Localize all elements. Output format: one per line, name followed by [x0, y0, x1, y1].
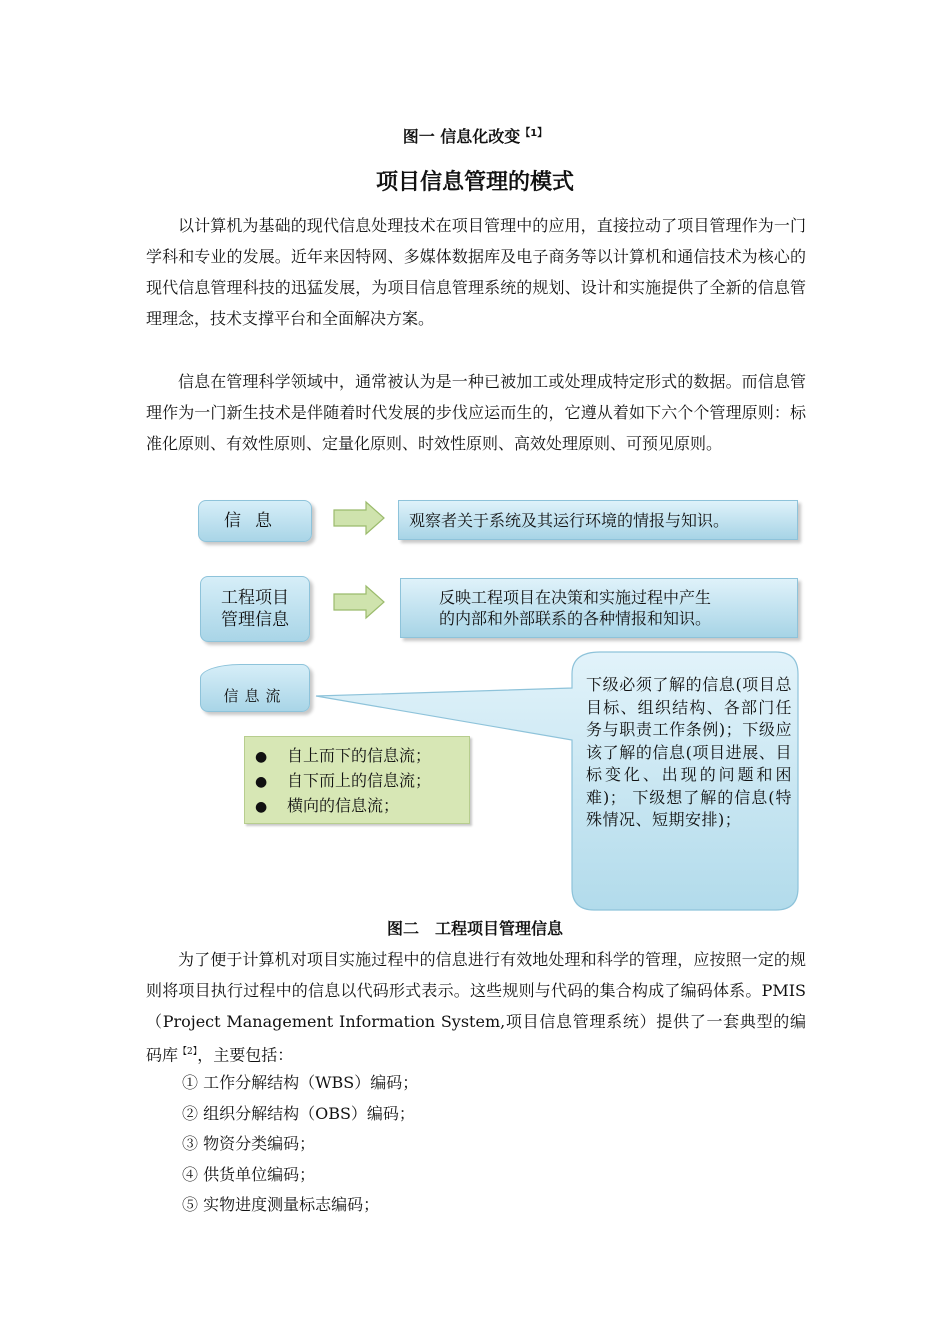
flow-item-text: 自上而下的信息流； [287, 746, 432, 765]
list-item: ① 工作分解结构（WBS）编码； [182, 1073, 419, 1092]
eng-def-line1: 反映工程项目在决策和实施过程中产生 [439, 588, 712, 607]
section-title: 项目信息管理的模式 [375, 170, 574, 195]
eng-def-line2: 的内部和外部联系的各种情报和知识。 [439, 609, 712, 628]
eng-label-line1: 工程项目 [221, 588, 289, 608]
bullet-icon: ● [255, 749, 268, 765]
figure1-caption [0, 124, 950, 147]
paragraph-3-reference: 【2】 [178, 1047, 198, 1057]
coding-list [182, 1068, 418, 1221]
list-item [255, 744, 469, 769]
info-label-box: 信息 [198, 500, 312, 542]
paragraph-2: 信息在管理科学领域中，通常被认为是一种已被加工或处理成特定形式的数据。而信息管理作为一门新生技术是伴随着时代发展的步伐应运而生的，它遵从着如下六个个管理原则：标准化原则、有效性原则、定量化原则、时效性原则、高效处理原则、可预见原则。 [146, 372, 806, 453]
flow-item-text: 横向的信息流； [287, 796, 400, 815]
arrow-right-icon [332, 500, 386, 536]
list-item: ③ 物资分类编码； [182, 1134, 316, 1154]
figure2-caption: 图二 工程项目管理信息 [386, 919, 563, 938]
list-item: ④ 供货单位编码； [182, 1164, 316, 1184]
arrow-right-icon [332, 584, 386, 620]
paragraph-3-text: 为了便于计算机对项目实施过程中的信息进行有效地处理和科学的管理，应按照一定的规则将项目执行过程中的信息以代码形式表示。这些规则与代码的集合构成了编码体系。PMIS（Project Management Information System,项目信息管理系统）提供了一套典型的编码库 [146, 950, 806, 1065]
callout-text: 下级必须了解的信息(项目总目标、组织结构、各部门任务与职责工作条例)；下级应该了解的信息(项目进展、目标变化、出现的问题和困难)； 下级想了解的信息(特殊情况、短期安排)； [586, 675, 792, 829]
bullet-icon: ● [255, 799, 268, 815]
figure1-caption-text: 图一 信息化改变 [402, 127, 521, 146]
info-definition-box: 观察者关于系统及其运行环境的情报与知识。 [398, 500, 798, 540]
paragraph-1: 以计算机为基础的现代信息处理技术在项目管理中的应用，直接拉动了项目管理作为一门学科和专业的发展。近年来因特网、多媒体数据库及电子商务等以计算机和通信技术为核心的现代信息管理科技的迅猛发展，为项目信息管理系统的规划、设计和实施提供了全新的信息管理理念，技术支撑平台和全面解决方案。 [146, 216, 806, 328]
info-flow-label-box: 信息流 [200, 664, 310, 712]
paragraph-3-tail: ，主要包括： [197, 1045, 294, 1065]
info-flow-list-box [244, 736, 470, 824]
eng-label-line2: 管理信息 [221, 610, 289, 630]
eng-info-label-box [200, 576, 310, 642]
bullet-icon: ● [255, 774, 268, 790]
flow-item-text: 自下而上的信息流； [287, 771, 432, 790]
eng-info-definition-box [400, 578, 798, 638]
list-item: ⑤ 实物进度测量标志编码； [182, 1195, 380, 1215]
list-item [255, 769, 469, 794]
info-management-diagram [190, 492, 810, 912]
figure1-reference: 【1】 [520, 128, 548, 139]
list-item [255, 794, 469, 819]
paragraph-3 [146, 944, 806, 1070]
list-item: ② 组织分解结构（OBS）编码； [182, 1103, 415, 1123]
